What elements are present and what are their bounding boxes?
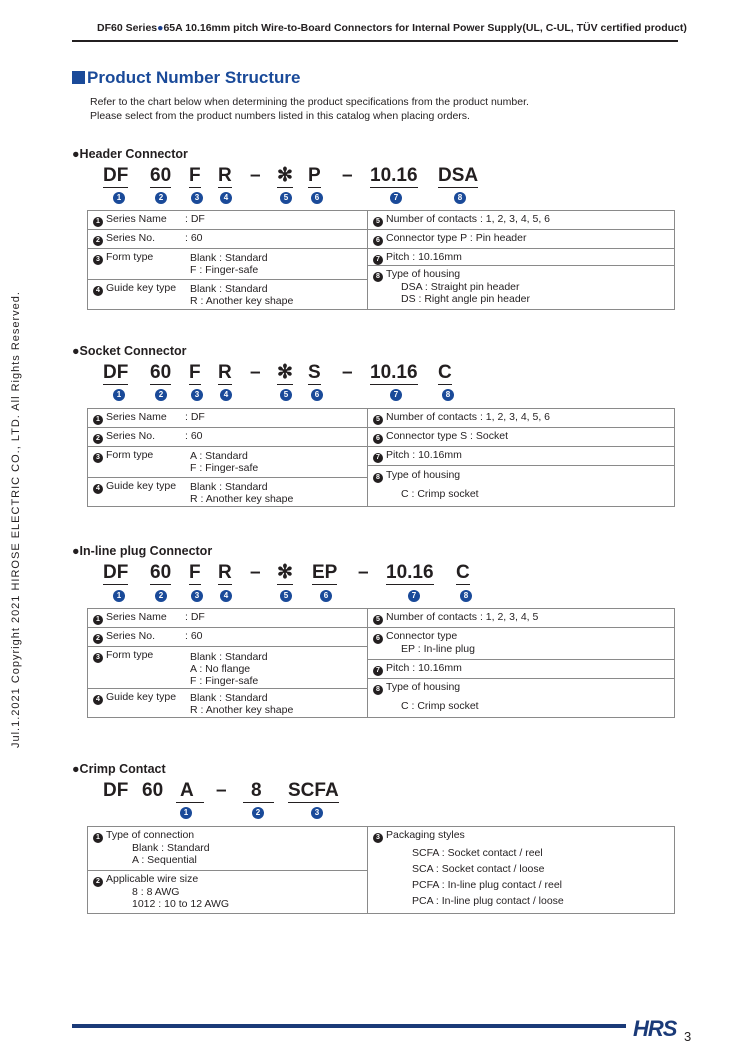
spec-row: 5 Number of contacts : 1, 2, 3, 4, 5, 6 <box>368 211 674 229</box>
marker: 7 <box>408 590 420 602</box>
pn-separator: – <box>250 165 261 186</box>
spec-row: 6 Connector type S : Socket <box>368 427 674 446</box>
marker: 3 <box>191 192 203 204</box>
pn-part: C <box>456 562 470 583</box>
marker: 8 <box>454 192 466 204</box>
marker: 6 <box>311 389 323 401</box>
marker: 5 <box>280 389 292 401</box>
marker: 5 <box>280 590 292 602</box>
pn-part: P <box>308 165 321 186</box>
marker: 6 <box>320 590 332 602</box>
square-bullet-icon <box>72 71 85 84</box>
spec-row: 8 Type of housing DSA : Straight pin header DS : Right angle pin header <box>368 265 674 309</box>
spec-row: 5 Number of contacts : 1, 2, 3, 4, 5 <box>368 609 674 627</box>
pn-part: DF <box>103 780 129 801</box>
pn-part: DF <box>103 362 129 383</box>
spec-row: 6 Connector type EP : In-line plug <box>368 627 674 659</box>
section-title <box>72 68 300 88</box>
spec-row: 4 Guide key type Blank : Standard R : Another key shape <box>88 477 367 506</box>
series-name: DF60 Series <box>97 22 158 34</box>
pn-part: R <box>218 562 232 583</box>
pn-part: SCFA <box>288 780 339 801</box>
marker: 1 <box>113 389 125 401</box>
spec-row: 1 Series Name : DF <box>88 409 367 427</box>
spec-row: 7 Pitch : 10.16mm <box>368 659 674 678</box>
socket-spec-table <box>87 408 675 507</box>
spec-row: 4 Guide key type Blank : Standard R : Another key shape <box>88 688 367 717</box>
spec-row: 3 Form type Blank : Standard A : No flange F : Finger-safe <box>88 646 367 688</box>
pn-part: 60 <box>150 362 172 383</box>
header-spec-table <box>87 210 675 310</box>
running-header <box>97 22 687 34</box>
spec-row: 2 Series No. : 60 <box>88 229 367 248</box>
spec-row: 8 Type of housing C : Crimp socket <box>368 678 674 717</box>
inline-connector-title: ●In-line plug Connector <box>72 544 213 558</box>
pn-part: C <box>438 362 452 383</box>
marker: 2 <box>155 389 167 401</box>
pn-part: DSA <box>438 165 479 186</box>
header-rule <box>72 40 678 42</box>
hrs-logo: HRS <box>633 1016 677 1041</box>
spec-row: 2 Series No. : 60 <box>88 427 367 446</box>
copyright-side-text: Jul.1.2021 Copyright 2021 HIROSE ELECTRIC CO., LTD. All Rights Reserved. <box>10 291 22 748</box>
header-connector-title: ●Header Connector <box>72 147 188 161</box>
pn-part: ✻ <box>277 165 293 186</box>
pn-part: DF <box>103 165 129 186</box>
spec-row: 3 Form type Blank : Standard F : Finger-safe <box>88 248 367 279</box>
marker: 4 <box>220 192 232 204</box>
pn-part: R <box>218 165 232 186</box>
intro-line: Refer to the chart below when determining the product specifications from the product number. <box>90 96 529 108</box>
spec-row: 3 Form type A : Standard F : Finger-safe <box>88 446 367 477</box>
pn-part: 10.16 <box>370 165 418 186</box>
spec-row: 6 Connector type P : Pin header <box>368 229 674 248</box>
pn-part: S <box>308 362 321 383</box>
header-description: 65A 10.16mm pitch Wire-to-Board Connectors for Internal Power Supply(UL, C-UL, TÜV certified product) <box>163 22 687 34</box>
marker: 8 <box>460 590 472 602</box>
spec-row: 8 Type of housing C : Crimp socket <box>368 465 674 506</box>
marker: 2 <box>155 590 167 602</box>
spec-row: 4 Guide key type Blank : Standard R : Another key shape <box>88 279 367 309</box>
pn-separator: – <box>358 562 369 583</box>
pn-separator: – <box>250 362 261 383</box>
page-number: 3 <box>684 1029 692 1044</box>
bullet-icon: ● <box>157 22 164 34</box>
section-title-text: Product Number Structure <box>87 68 301 87</box>
marker: 8 <box>442 389 454 401</box>
marker: 1 <box>113 192 125 204</box>
pn-separator: – <box>250 562 261 583</box>
pn-part: 10.16 <box>370 362 418 383</box>
pn-part: A <box>176 781 204 803</box>
pn-part: F <box>189 562 201 583</box>
pn-part: F <box>189 362 201 383</box>
marker: 4 <box>220 590 232 602</box>
spec-row: 1 Series Name : DF <box>88 211 367 229</box>
crimp-spec-table <box>87 826 675 914</box>
spec-row: 2 Applicable wire size 8 : 8 AWG 1012 : 10 to 12 AWG <box>88 870 367 913</box>
pn-part: ✻ <box>277 362 293 383</box>
pn-part: F <box>189 165 201 186</box>
pn-part: 60 <box>150 562 172 583</box>
marker: 7 <box>390 192 402 204</box>
spec-row: 5 Number of contacts : 1, 2, 3, 4, 5, 6 <box>368 409 674 427</box>
marker: 2 <box>155 192 167 204</box>
marker: 5 <box>280 192 292 204</box>
pn-part: DF <box>103 562 129 583</box>
crimp-contact-title: ●Crimp Contact <box>72 762 166 776</box>
spec-row: 2 Series No. : 60 <box>88 627 367 646</box>
marker: 1 <box>113 590 125 602</box>
pn-part: EP <box>312 562 338 583</box>
pn-part: 60 <box>142 780 164 801</box>
spec-row: 7 Pitch : 10.16mm <box>368 446 674 465</box>
marker: 1 <box>180 807 192 819</box>
pn-separator: – <box>216 780 227 801</box>
pn-part: ✻ <box>277 562 293 583</box>
pn-part: 60 <box>150 165 172 186</box>
footer-rule <box>72 1024 626 1028</box>
inline-spec-table <box>87 608 675 718</box>
pn-part: R <box>218 362 232 383</box>
marker: 6 <box>311 192 323 204</box>
marker: 4 <box>220 389 232 401</box>
pn-part: 8 <box>243 781 274 803</box>
socket-connector-title: ●Socket Connector <box>72 344 187 358</box>
marker: 2 <box>252 807 264 819</box>
intro-text <box>90 95 529 123</box>
intro-line: Please select from the product numbers listed in this catalog when placing orders. <box>90 110 470 122</box>
spec-row: 1 Series Name : DF <box>88 609 367 627</box>
pn-part: 10.16 <box>386 562 434 583</box>
spec-row: 7 Pitch : 10.16mm <box>368 248 674 265</box>
pn-separator: – <box>342 362 353 383</box>
marker: 7 <box>390 389 402 401</box>
pn-separator: – <box>342 165 353 186</box>
spec-row: 3 Packaging styles SCFA : Socket contact / reel SCA : Socket contact / loose PCFA : In-line plug contact / reel PCA : In-line plug contact / loose <box>368 827 674 913</box>
marker: 3 <box>191 389 203 401</box>
spec-row: 1 Type of connection Blank : Standard A : Sequential <box>88 827 367 870</box>
marker: 3 <box>311 807 323 819</box>
marker: 3 <box>191 590 203 602</box>
